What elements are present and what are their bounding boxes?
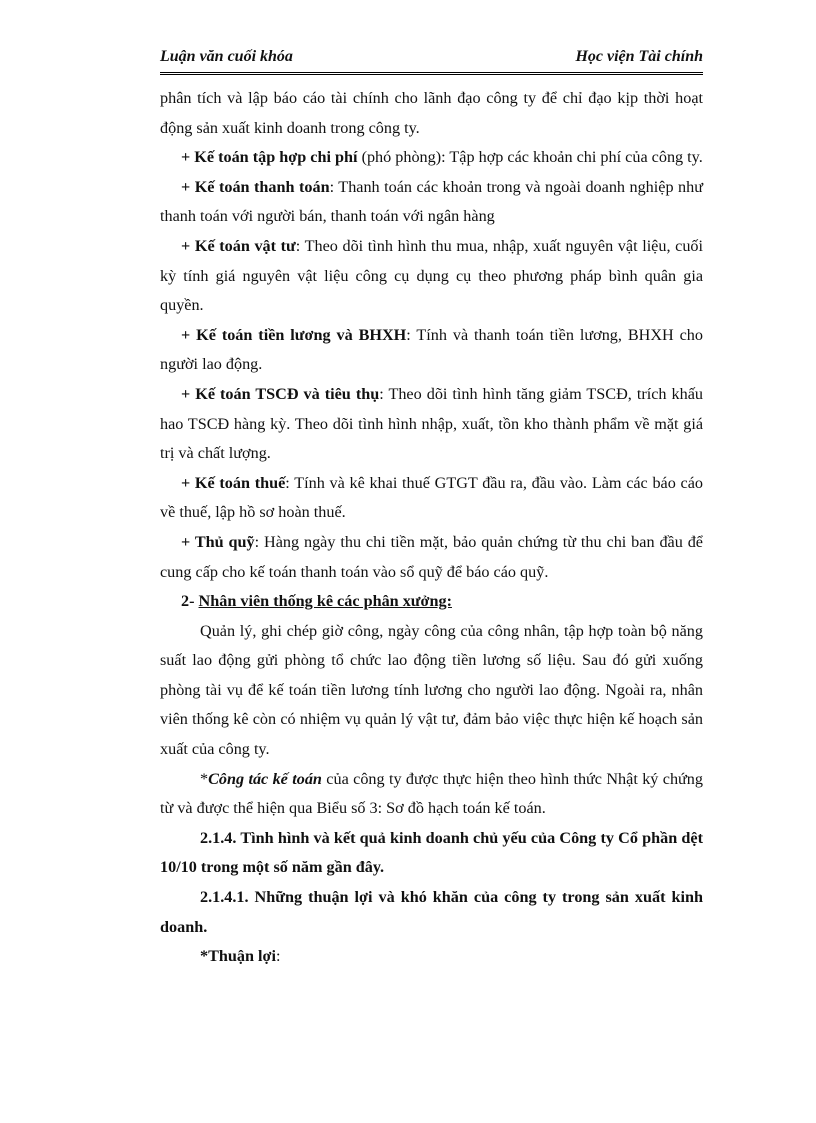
term-label: Công tác kế toán: [208, 769, 322, 788]
page-header: [160, 46, 703, 75]
paragraph-materials-accounting: [160, 232, 703, 321]
paragraph-continuation: [160, 84, 703, 143]
paragraph-text: : Theo dõi tình hình thu mua, nhập, xuất nguyên vật liệu, cuối kỳ tính giá nguyên vật liệu công cụ dụng cụ theo phương pháp bình quân gia quyền.: [160, 236, 704, 315]
paragraph-text: của công ty được thực hiện theo hình thức Nhật ký chứng từ và được thể hiện qua Biểu số 3: Sơ đồ hạch toán kế toán.: [160, 769, 703, 818]
paragraph-advantages: [160, 942, 703, 972]
paragraph-text: (phó phòng): Tập hợp các khoản chi phí của công ty.: [357, 148, 703, 167]
term-label: + Kế toán tập hợp chi phí: [181, 148, 358, 167]
paragraph-text: Quản lý, ghi chép giờ công, ngày công của công nhân, tập hợp toàn bộ năng suất lao động gửi phòng tổ chức lao động tiền lương số liệu. Sau đó gửi xuống phòng tài vụ để kế toán tiền lương tính lương cho người lao động. Ngoài ra, nhân viên thống kê còn có nhiệm vụ quản lý vật tư, đảm bảo việc thực hiện kế hoạch sản xuất của công ty.: [160, 621, 703, 759]
paragraph-accounting-work: [160, 765, 703, 824]
paragraph-fixed-assets-accounting: [160, 380, 703, 469]
term-label: + Kế toán thanh toán: [181, 177, 330, 196]
paragraph-text: : Tính và kê khai thuế GTGT đầu ra, đầu vào. Làm các báo cáo về thuế, lập hồ sơ hoàn thuế.: [160, 473, 703, 522]
paragraph-text: : Tính và thanh toán tiền lương, BHXH cho người lao động.: [160, 325, 703, 374]
paragraph-tax-accounting: [160, 469, 703, 528]
section-heading-2-1-4: 2.1.4. Tình hình và kết quả kinh doanh chủ yếu của Công ty Cổ phần dệt 10/10 trong một số năm gần đây.: [160, 828, 703, 877]
paragraph-text: *: [200, 769, 209, 788]
paragraph-text: : Theo dõi tình hình tăng giảm TSCĐ, trích khấu hao TSCĐ hàng kỳ. Theo dõi tình hình nhập, xuất, tồn kho thành phẩm về mặt giá trị và chất lượng.: [160, 384, 703, 463]
term-label: + Kế toán TSCĐ và tiêu thụ: [181, 384, 380, 403]
paragraph-text: :: [276, 947, 281, 966]
paragraph-text: : Thanh toán các khoản trong và ngoài doanh nghiệp như thanh toán với người bán, thanh toán với ngân hàng: [160, 177, 703, 226]
header-right-title: Học viện Tài chính: [575, 48, 703, 65]
heading-number: 2-: [181, 592, 199, 611]
heading-text: Nhân viên thống kê các phân xưởng:: [198, 592, 452, 611]
term-label: + Thủ quỹ: [181, 532, 255, 551]
paragraph-text: : Hàng ngày thu chi tiền mặt, bảo quản chứng từ thu chi ban đầu để cung cấp cho kế toán thanh toán vào sổ quỹ để báo cáo quỹ.: [160, 532, 703, 581]
section-heading-statistics-staff: [160, 587, 703, 617]
paragraph-salary-accounting: [160, 321, 703, 380]
paragraph-text: phân tích và lập báo cáo tài chính cho lãnh đạo công ty để chỉ đạo kịp thời hoạt động sản xuất kinh doanh trong công ty.: [160, 89, 703, 137]
paragraph-cost-accounting: [160, 143, 703, 173]
term-label: + Kế toán tiền lương và BHXH: [181, 325, 407, 344]
paragraph-payment-accounting: [160, 173, 703, 232]
header-left-title: Luận văn cuối khóa: [160, 48, 293, 65]
term-label: + Kế toán thuế: [181, 473, 286, 492]
document-body: [160, 84, 703, 972]
section-heading-2-1-4-1: 2.1.4.1. Những thuận lợi và khó khăn của công ty trong sản xuất kinh doanh.: [160, 888, 703, 936]
term-label: *Thuận lợi: [200, 947, 276, 966]
paragraph-treasurer: [160, 528, 703, 587]
term-label: + Kế toán vật tư: [181, 236, 296, 255]
paragraph-statistics-duties: [160, 617, 703, 765]
